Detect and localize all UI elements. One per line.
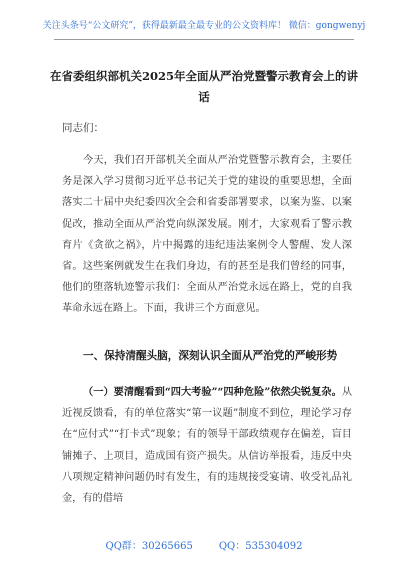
top-banner: 关注头条号“公文研究”，获得最新最全最专业的公文资料库！ 微信：gongwenyj <box>42 21 366 31</box>
footer-qq-group: QQ群：30265665 <box>105 541 193 552</box>
subsection-body-1: 从近视反馈看，有的单位落实“第一议题”制度不到位，理论学习存在“应付式”“打卡式”现象；有的领导干部政绩观存在偏差，盲目铺摊子、上项目，造成国有资产损失。从信访举报看，违反中央八项规定精神问题仍时有发生，有的违规接受宴请、收受礼品礼金，有的借培 <box>62 387 352 505</box>
section-heading-1: 一、保持清醒头脑，深刻认识全面从严治党的严峻形势 <box>83 350 338 362</box>
document-title: 在省委组织部机关2025年全面从严治党暨警示教育会上的讲话 <box>50 69 359 104</box>
intro-paragraph: 今天，我们召开部机关全面从严治党暨警示教育会，主要任务是深入学习贯彻习近平总书记关于党的建设的重要思想，全面落实二十届中央纪委四次全会和省委部署要求，以案为鉴、以案促改，推动全面从严治党向纵深发展。刚才，大家观看了警示教育片《贪欲之祸》，片中揭露的违纪违法案例令人警醒、发人深省。这些案例就发生在我们身边，有的甚至是我们曾经的同事，他们的堕落轨迹警示我们：全面从严治党永远在路上，党的自我革命永远在路上。下面，我讲三个方面意见。 <box>62 155 352 315</box>
footer-qq-number: QQ：535304092 <box>218 541 303 552</box>
salutation: 同志们： <box>62 122 104 134</box>
footer-contact <box>0 537 408 552</box>
header-divider <box>54 39 354 40</box>
subsection-paragraph-1 <box>62 382 352 509</box>
subsection-heading-1: （一）要清醒看到“四大考验”“四种危险”依然尖锐复杂。 <box>83 386 342 398</box>
